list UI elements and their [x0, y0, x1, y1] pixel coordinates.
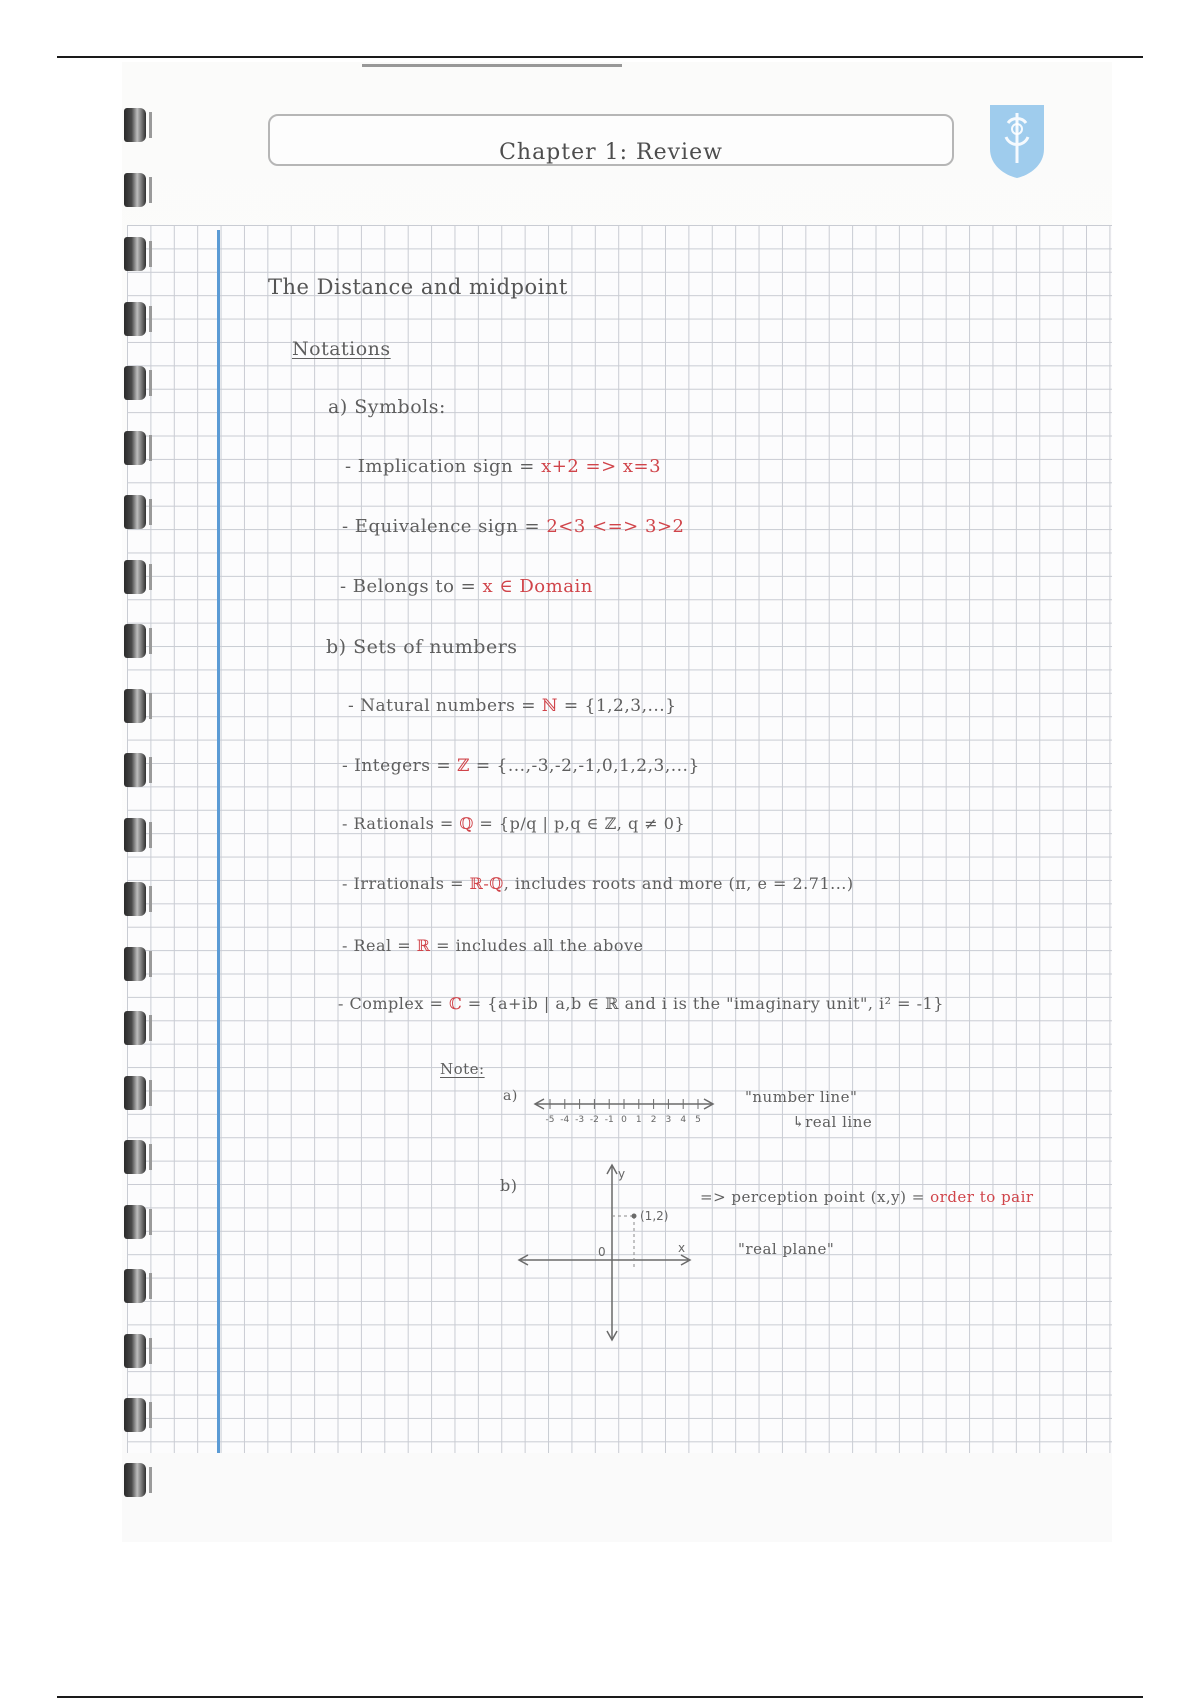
spiral-ring-icon — [124, 495, 146, 529]
number-line-tick-label: -3 — [575, 1115, 585, 1125]
integers-line: - Integers = ℤ = {...,-3,-2,-1,0,1,2,3,...} — [342, 756, 700, 776]
section-heading: The Distance and midpoint — [268, 275, 568, 299]
perception-point-text: => perception point (x,y) = order to pair — [700, 1188, 1034, 1206]
spiral-ring-icon — [124, 302, 146, 336]
note-a-label: a) — [503, 1088, 518, 1104]
spiral-ring-icon — [124, 366, 146, 400]
spiral-binding — [124, 108, 154, 1508]
spiral-ring-icon — [124, 431, 146, 465]
irrationals-line: - Irrationals = ℝ-ℚ, includes roots and more (π, e = 2.71...) — [342, 874, 854, 893]
spiral-ring-icon — [124, 1398, 146, 1432]
spiral-ring-icon — [124, 1011, 146, 1045]
margin-line — [217, 230, 220, 1453]
spiral-ring-icon — [124, 882, 146, 916]
number-line-tick-label: -2 — [589, 1115, 599, 1125]
number-line-tick-label: 4 — [680, 1115, 687, 1125]
spiral-ring-icon — [124, 1334, 146, 1368]
symbols-label: a) Symbols: — [328, 396, 446, 418]
spiral-ring-icon — [124, 108, 146, 142]
spiral-ring-icon — [124, 560, 146, 594]
spiral-ring-icon — [124, 947, 146, 981]
number-line-tick-label: 1 — [635, 1115, 642, 1125]
bottom-rule — [57, 1696, 1143, 1698]
page-title: Chapter 1: Review — [499, 140, 723, 165]
spiral-ring-icon — [124, 1140, 146, 1174]
sets-label: b) Sets of numbers — [326, 636, 518, 658]
x-axis-label: x — [678, 1241, 686, 1255]
rationals-line: - Rationals = ℚ = {p/q | p,q ∈ ℤ, q ≠ 0} — [342, 814, 686, 833]
scan-artifact — [362, 64, 622, 67]
implication-line: - Implication sign = x+2 => x=3 — [345, 456, 662, 477]
number-line-sublabel: ↳real line — [792, 1113, 873, 1131]
spiral-ring-icon — [124, 753, 146, 787]
number-line-tick-label: 0 — [621, 1115, 627, 1125]
number-line-label: "number line" — [745, 1088, 858, 1106]
number-line-tick-label: 5 — [695, 1115, 701, 1125]
number-line-tick-label: 3 — [665, 1115, 672, 1125]
spiral-ring-icon — [124, 818, 146, 852]
spiral-ring-icon — [124, 689, 146, 723]
top-rule — [57, 56, 1143, 58]
spiral-ring-icon — [124, 1076, 146, 1110]
note-b-label: b) — [500, 1176, 518, 1195]
university-crest-icon — [988, 103, 1046, 179]
note-label: Note: — [440, 1060, 485, 1078]
natural-numbers-line: - Natural numbers = ℕ = {1,2,3,...} — [348, 696, 677, 716]
belongs-line: - Belongs to = x ∈ Domain — [340, 576, 593, 597]
spiral-ring-icon — [124, 1205, 146, 1239]
number-line-tick-label: -5 — [545, 1115, 555, 1125]
y-axis-label: y — [618, 1167, 626, 1181]
number-line-tick-label: 2 — [650, 1115, 657, 1125]
notations-label: Notations — [292, 338, 391, 360]
title-box — [268, 114, 954, 166]
equivalence-line: - Equivalence sign = 2<3 <=> 3>2 — [342, 516, 685, 537]
plane-point-label: (1,2) — [640, 1209, 669, 1223]
real-line: - Real = ℝ = includes all the above — [342, 936, 644, 955]
spiral-ring-icon — [124, 1269, 146, 1303]
grid-paper — [127, 225, 1112, 1453]
real-plane-label: "real plane" — [738, 1240, 835, 1258]
origin-label: 0 — [598, 1245, 606, 1259]
spiral-ring-icon — [124, 624, 146, 658]
complex-line: - Complex = ℂ = {a+ib | a,b ∈ ℝ and i is the "imaginary unit", i² = -1} — [338, 994, 944, 1013]
spiral-ring-icon — [124, 1463, 146, 1497]
number-line-tick-label: -1 — [604, 1115, 614, 1125]
spiral-ring-icon — [124, 237, 146, 271]
spiral-ring-icon — [124, 173, 146, 207]
number-line-tick-label: -4 — [560, 1115, 570, 1125]
